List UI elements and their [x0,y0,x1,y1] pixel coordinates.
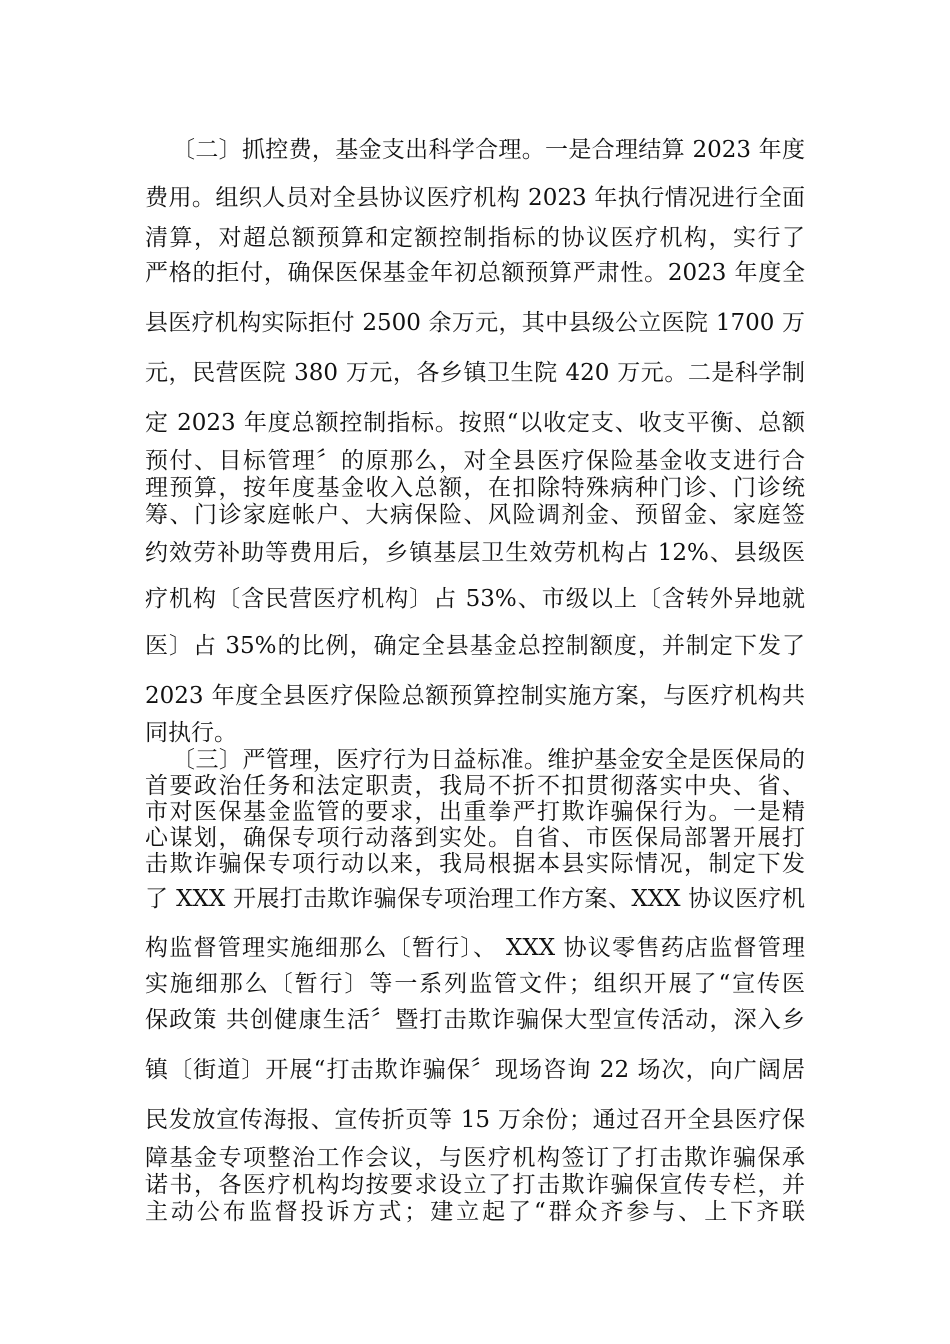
paragraph-line: 医〕占 35%的比例，确定全县基金总控制额度，并制定下发了 [145,633,805,659]
paragraph-line: 定 2023 年度总额控制指标。按照“以收定支、收支平衡、总额 [145,410,805,436]
paragraph-line: 约效劳补助等费用后，乡镇基层卫生效劳机构占 12%、县级医 [145,540,805,566]
paragraph-line: 元，民营医院 380 万元，各乡镇卫生院 420 万元。二是科学制 [145,360,805,386]
paragraph-line: 了 XXX 开展打击欺诈骗保专项治理工作方案、XXX 协议医疗机 [145,886,805,912]
paragraph-line: 障基金专项整治工作会议，与医疗机构签订了打击欺诈骗保承 [145,1145,805,1171]
paragraph-line: 预付、目标管理〞的原那么，对全县医疗保险基金收支进行合 [145,448,805,474]
paragraph-line: 构监督管理实施细那么〔暂行〕、 XXX 协议零售药店监督管理 [145,935,805,961]
paragraph-line: 严格的拒付，确保医保基金年初总额预算严肃性。2023 年度全 [145,260,805,286]
paragraph-line: 费用。组织人员对全县协议医疗机构 2023 年执行情况进行全面 [145,185,805,211]
paragraph-line: 清算，对超总额预算和定额控制指标的协议医疗机构，实行了 [145,225,805,251]
paragraph-line: 主动公布监督投诉方式；建立起了“群众齐参与、上下齐联 [145,1199,805,1225]
paragraph-line: 诺书，各医疗机构均按要求设立了打击欺诈骗保宣传专栏，并 [145,1172,805,1198]
paragraph-line: 〔三〕严管理，医疗行为日益标准。维护基金安全是医保局的 [172,747,805,773]
paragraph-line: 实施细那么〔暂行〕等一系列监管文件；组织开展了“宣传医 [145,971,805,997]
paragraph-line: 理预算，按年度基金收入总额，在扣除特殊病种门诊、门诊统 [145,475,805,501]
paragraph-line: 市对医保基金监管的要求，出重拳严打欺诈骗保行为。一是精 [145,799,805,825]
paragraph-line: 民发放宣传海报、宣传折页等 15 万余份；通过召开全县医疗保 [145,1107,805,1133]
paragraph-line: 保政策 共创健康生活〞暨打击欺诈骗保大型宣传活动，深入乡 [145,1007,805,1033]
paragraph-line: 2023 年度全县医疗保险总额预算控制实施方案，与医疗机构共 [145,683,805,709]
paragraph-line: 首要政治任务和法定职责，我局不折不扣贯彻落实中央、省、 [145,773,805,799]
paragraph-line: 击欺诈骗保专项行动以来，我局根据本县实际情况，制定下发 [145,851,805,877]
paragraph-line: 筹、门诊家庭帐户、大病保险、风险调剂金、预留金、家庭签 [145,502,805,528]
paragraph-line: 疗机构〔含民营医疗机构〕占 53%、市级以上〔含转外异地就 [145,586,805,612]
paragraph-line: 〔二〕抓控费，基金支出科学合理。一是合理结算 2023 年度 [172,137,805,163]
paragraph-line: 县医疗机构实际拒付 2500 余万元，其中县级公立医院 1700 万 [145,310,805,336]
paragraph-line: 镇〔街道〕开展“打击欺诈骗保〞现场咨询 22 场次，向广阔居 [145,1057,805,1083]
paragraph-line: 心谋划，确保专项行动落到实处。自省、市医保局部署开展打 [145,825,805,851]
paragraph-line: 同执行。 [145,720,237,746]
